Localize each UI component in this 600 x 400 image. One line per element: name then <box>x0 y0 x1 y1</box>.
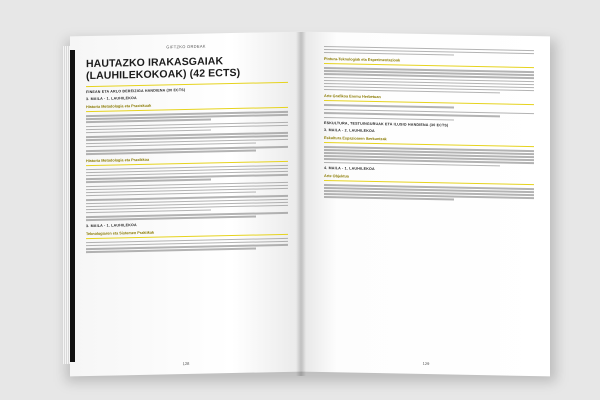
course-heading: Teknologiaren eta Sistemen Praktikak <box>86 230 155 236</box>
text-paragraph <box>86 195 288 213</box>
left-page <box>70 32 302 377</box>
right-content <box>324 44 534 205</box>
text-line <box>324 104 454 108</box>
text-line <box>324 117 454 121</box>
section-subhead: ESKULTURA, TESTUINGURUAK ETA ILUSIO HANDIENA (30 ECTS) <box>324 121 449 128</box>
right-page <box>302 32 550 377</box>
text-paragraph <box>324 46 534 58</box>
text-paragraph <box>324 67 534 94</box>
section-subhead: 3. MAILA - 1. LAUHILEKOA <box>86 96 137 102</box>
text-paragraph <box>324 146 534 167</box>
course-heading: Eskultura Espazioaren Ikerkuntzak <box>324 136 387 142</box>
left-content <box>86 54 288 256</box>
course-heading: Historia Metodologia eta Praxiskuak <box>86 103 152 110</box>
course-heading: Historia Metodologia eta Praxikkoa <box>86 157 150 163</box>
section-subhead: 3. MAILA - 2. LAUHILEKOA <box>324 128 375 134</box>
text-paragraph <box>86 146 288 155</box>
text-paragraph <box>86 238 288 253</box>
text-line <box>324 52 454 56</box>
page-title: HAUTAZKO IRAKASGAIAK (LAUHILEKOKOAK) (42 ECTS) <box>86 55 241 83</box>
left-running-head: GIFTZKO ORDEAK <box>166 43 206 50</box>
course-heading: Arte Grafikoa Eremu Herbetuan <box>324 94 381 100</box>
right-page-number: 129 <box>422 360 430 367</box>
left-page-number: 128 <box>182 360 190 367</box>
text-paragraph <box>324 184 534 202</box>
section-subhead: 4. MAILA - 1. LAUHILEKOA <box>324 166 375 172</box>
text-paragraph <box>86 181 288 196</box>
text-paragraph <box>86 132 288 147</box>
text-paragraph <box>86 122 288 134</box>
page-edges <box>62 46 70 364</box>
section-subhead: FINEAN ETA ARLO BEREIZIGA HANDIENA (30 ECTS) <box>86 88 186 95</box>
text-line <box>324 196 454 200</box>
text-paragraph <box>86 165 288 183</box>
text-paragraph <box>86 111 288 123</box>
section-subhead: 3. MAILA - 1. LAUHILEKOA <box>86 222 137 228</box>
cover-edge <box>70 50 75 362</box>
course-heading: Pintura-Teknologiak eta Esperimentazioak <box>324 57 401 63</box>
course-heading: Arte Objektua <box>324 174 349 179</box>
book-spine <box>296 32 306 376</box>
